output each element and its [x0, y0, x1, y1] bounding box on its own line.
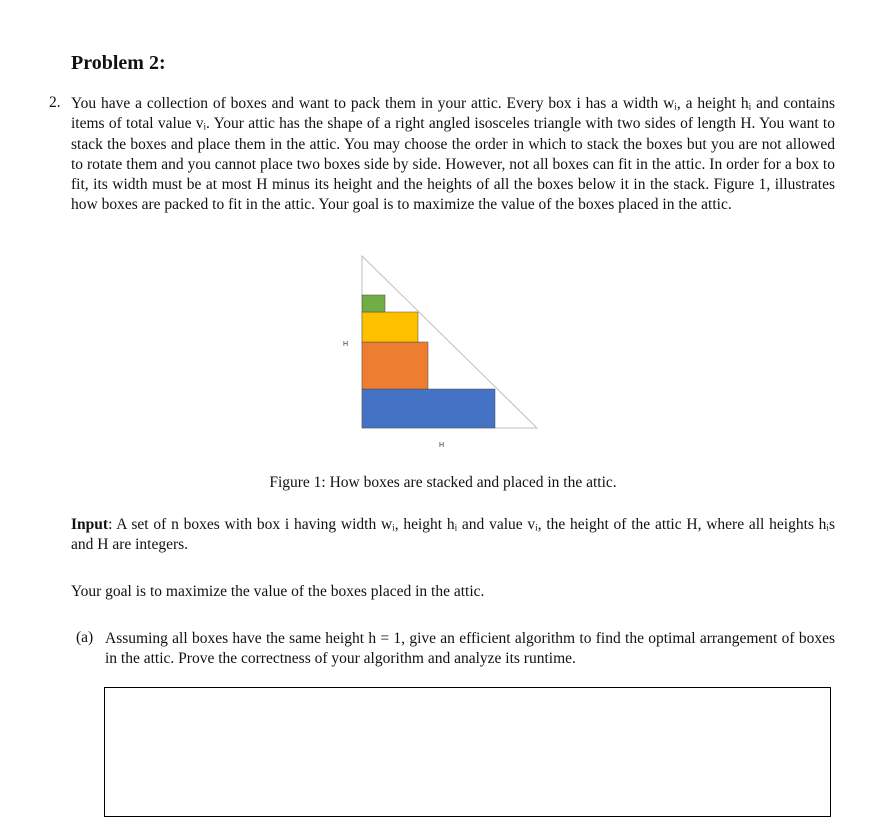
input-description — [71, 515, 835, 556]
question-number: 2. — [49, 94, 61, 111]
problem-statement: You have a collection of boxes and want to pack them in your attic. Every box i has a width wᵢ, a height hᵢ and contains items of total value vᵢ. Your attic has the shape of a right angled isosceles triangle with two sides of length H. You want to stack the boxes and place them in the attic. You may choose the order in which to stack the boxes but you are not allowed to rotate them and you cannot place two boxes side by side. However, not all boxes can fit in the attic. In order for a box to fit, its width must be at most H minus its height and the heights of all the boxes below it in the stack. Figure 1, illustrates how boxes are packed to fit in the attic. Your goal is to maximize the value of the boxes placed in the attic. — [71, 95, 835, 214]
height-label: H — [343, 341, 349, 348]
attic-diagram — [330, 248, 550, 448]
box-green — [362, 295, 385, 312]
attic-figure — [330, 248, 550, 453]
width-label: H — [439, 442, 445, 448]
box-blue — [362, 389, 495, 428]
figure-caption: Figure 1: How boxes are stacked and placed in the attic. — [269, 474, 617, 491]
problem-title: Problem 2: — [71, 52, 166, 74]
input-label: Input — [71, 516, 109, 533]
part-a-label: (a) — [76, 629, 94, 646]
goal-statement: Your goal is to maximize the value of the boxes placed in the attic. — [71, 583, 485, 600]
answer-box[interactable] — [104, 687, 831, 817]
input-text: : A set of n boxes with box i having width wᵢ, height hᵢ and value vᵢ, the height of the attic H, where all heights hᵢs and H are integers. — [71, 516, 835, 554]
part-a-text: Assuming all boxes have the same height h = 1, give an efficient algorithm to find the optimal arrangement of boxes in the attic. Prove the correctness of your algorithm and analyze its runtime. — [105, 630, 835, 668]
box-yellow — [362, 312, 418, 342]
box-orange — [362, 342, 428, 389]
